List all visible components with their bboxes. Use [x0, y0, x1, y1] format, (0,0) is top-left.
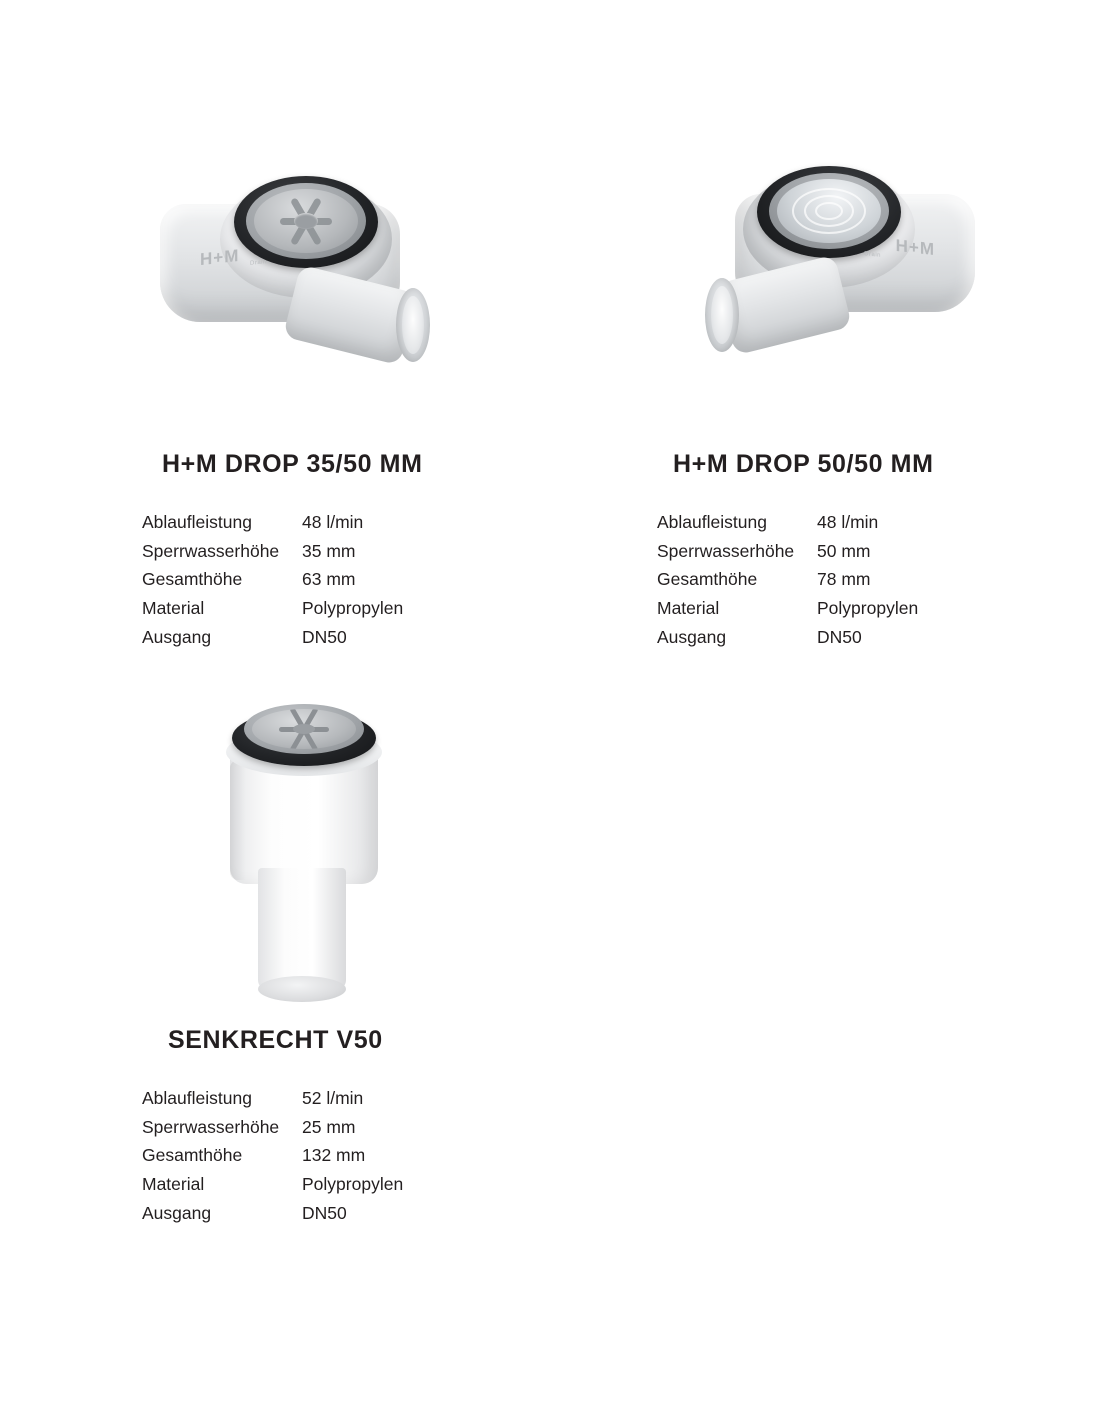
spec-row [142, 568, 403, 597]
grate-icon [254, 189, 358, 253]
spec-row [142, 1144, 403, 1173]
outlet-opening [258, 976, 346, 1002]
spec-value: 48 l/min [302, 512, 364, 532]
spec-row [142, 597, 403, 626]
spec-label: Material [657, 597, 720, 618]
spec-value: 35 mm [302, 540, 356, 561]
spec-row [657, 568, 918, 597]
spec-value: 132 mm [302, 1145, 366, 1166]
product-card-1 [140, 170, 560, 654]
spec-row [142, 511, 403, 540]
spec-row [142, 540, 403, 569]
spec-label: Gesamthöhe [142, 569, 243, 590]
spec-label: Sperrwasserhöhe [142, 540, 280, 561]
spec-table [657, 511, 918, 654]
spec-value: 25 mm [302, 1116, 356, 1137]
outlet-opening [705, 278, 739, 352]
product-title: H+M DROP 35/50 MM [162, 450, 423, 478]
spec-value: Polypropylen [302, 597, 404, 618]
spec-value: DN50 [302, 626, 347, 647]
spec-label: Ablaufleistung [142, 512, 252, 532]
outlet-pipe [258, 868, 346, 990]
spec-label: Ablaufleistung [657, 512, 767, 532]
spec-value: 48 l/min [817, 512, 879, 532]
spec-row [657, 597, 918, 626]
spec-value: 50 mm [817, 540, 871, 561]
spec-label: Ausgang [142, 626, 212, 647]
spec-label: Gesamthöhe [142, 1145, 243, 1166]
spec-value: 63 mm [302, 569, 356, 590]
spec-label: Ausgang [142, 1202, 212, 1223]
spec-row [142, 1116, 403, 1145]
spec-label: Material [142, 597, 205, 618]
drain-drop-35-50-image [140, 170, 560, 430]
spec-value: Polypropylen [302, 1173, 404, 1194]
drain-drop-50-50-image [655, 170, 1075, 430]
product-title: H+M DROP 50/50 MM [673, 450, 934, 478]
drain-vertical-illustration [202, 700, 502, 1010]
spec-label: Material [142, 1173, 205, 1194]
spec-label: Ablaufleistung [142, 1088, 252, 1108]
drain-horizontal-illustration [150, 170, 480, 400]
drain-horizontal-illustration [655, 160, 985, 390]
spec-label: Sperrwasserhöhe [657, 540, 795, 561]
molded-text: Drain [250, 259, 267, 267]
product-title: SENKRECHT V50 [168, 1026, 383, 1054]
spec-value: DN50 [302, 1202, 347, 1223]
grate-icon [252, 709, 356, 749]
spec-row [142, 626, 403, 655]
body-shadow [230, 760, 246, 880]
product-card-3 [140, 700, 560, 1230]
product-card-2 [655, 170, 1075, 654]
spec-row [142, 1087, 403, 1116]
spec-table [142, 511, 403, 654]
spec-row [142, 1202, 403, 1231]
spec-label: Sperrwasserhöhe [142, 1116, 280, 1137]
spec-table [142, 1087, 403, 1230]
spec-row [142, 1173, 403, 1202]
spec-row [657, 540, 918, 569]
spec-value: Polypropylen [817, 597, 919, 618]
drain-senkrecht-v50-image [140, 700, 560, 1020]
spec-value: 52 l/min [302, 1088, 364, 1108]
outlet-opening [396, 288, 430, 362]
spec-label: Gesamthöhe [657, 569, 758, 590]
molded-text: Drain [864, 251, 881, 259]
brand-logo: H+M [200, 245, 240, 270]
grate-icon [777, 179, 881, 243]
brand-logo: H+M [895, 235, 935, 260]
spec-label: Ausgang [657, 626, 727, 647]
spec-value: 78 mm [817, 569, 871, 590]
spec-value: DN50 [817, 626, 862, 647]
spec-row [657, 511, 918, 540]
spec-row [657, 626, 918, 655]
